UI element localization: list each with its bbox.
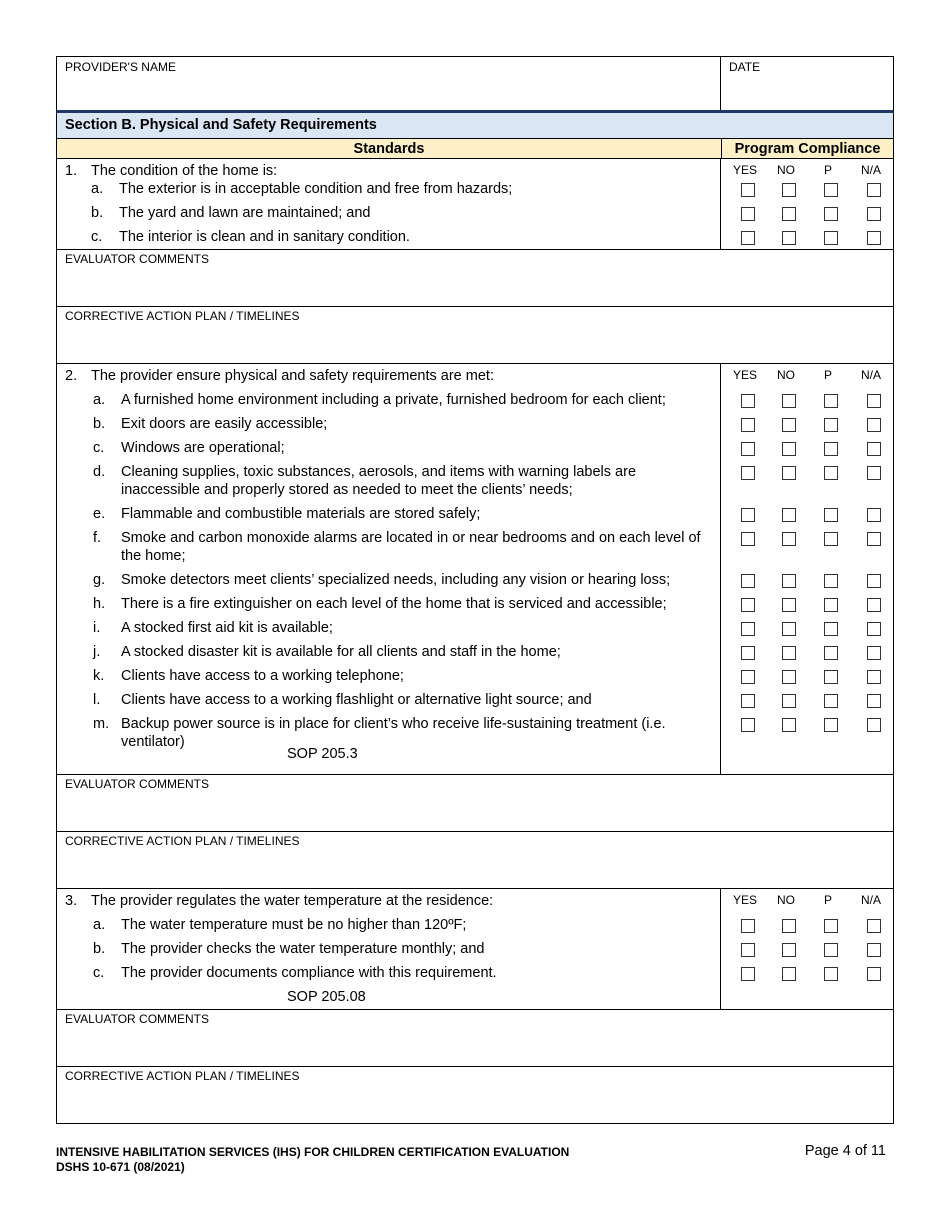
item-letter: c. bbox=[93, 440, 105, 456]
checkbox-no[interactable] bbox=[782, 574, 796, 588]
item-letter: d. bbox=[93, 464, 106, 480]
page-number: Page 4 of 11 bbox=[804, 1143, 886, 1159]
checkbox-na[interactable] bbox=[867, 418, 881, 432]
item-text: The exterior is in acceptable condition and free from hazards; bbox=[119, 181, 513, 197]
checkbox-no[interactable] bbox=[782, 646, 796, 660]
column-header-yes: YES bbox=[732, 163, 757, 177]
checkbox-p[interactable] bbox=[824, 231, 838, 245]
question-number: 1. bbox=[65, 163, 78, 179]
column-header-no: NO bbox=[777, 368, 795, 382]
checkbox-p[interactable] bbox=[824, 646, 838, 660]
item-letter: f. bbox=[93, 530, 102, 546]
checkbox-no[interactable] bbox=[782, 967, 796, 981]
checkbox-yes[interactable] bbox=[741, 442, 755, 456]
item-text: Exit doors are easily accessible; bbox=[121, 416, 328, 432]
column-header-yes: YES bbox=[732, 368, 757, 382]
checkbox-na[interactable] bbox=[867, 508, 881, 522]
standard-2-text bbox=[57, 364, 721, 774]
item-text: Cleaning supplies, toxic substances, aerosols, and items with warning labels are inaccessible and properly stored as needed to meet the clients’ needs; bbox=[121, 464, 637, 498]
checkbox-na[interactable] bbox=[867, 598, 881, 612]
item-letter: i. bbox=[93, 620, 101, 636]
checkbox-no[interactable] bbox=[782, 718, 796, 732]
question-number: 2. bbox=[65, 368, 78, 384]
standard-1-text bbox=[57, 159, 721, 249]
standard-3 bbox=[56, 889, 894, 1010]
item-letter: c. bbox=[93, 965, 105, 981]
item-letter: h. bbox=[93, 596, 106, 612]
checkbox-p[interactable] bbox=[824, 183, 838, 197]
checkbox-yes[interactable] bbox=[741, 694, 755, 708]
checkbox-yes[interactable] bbox=[741, 646, 755, 660]
item-text: The provider checks the water temperature monthly; and bbox=[121, 941, 485, 957]
standards-header-row bbox=[56, 139, 894, 159]
item-letter: j. bbox=[93, 644, 101, 660]
question-text: The provider regulates the water temperature at the residence: bbox=[91, 893, 494, 909]
evaluator-comments-3[interactable] bbox=[56, 1010, 894, 1067]
checkbox-p[interactable] bbox=[824, 694, 838, 708]
standard-1-compliance bbox=[721, 159, 893, 249]
checkbox-p[interactable] bbox=[824, 598, 838, 612]
section-title: Section B. Physical and Safety Requirements bbox=[56, 113, 894, 139]
checkbox-yes[interactable] bbox=[741, 919, 755, 933]
corrective-action-3[interactable] bbox=[56, 1067, 894, 1124]
evaluator-comments-label: EVALUATOR COMMENTS bbox=[65, 1012, 210, 1026]
item-letter: c. bbox=[91, 229, 103, 245]
checkbox-p[interactable] bbox=[824, 418, 838, 432]
checkbox-na[interactable] bbox=[867, 574, 881, 588]
checkbox-na[interactable] bbox=[867, 231, 881, 245]
checkbox-yes[interactable] bbox=[741, 598, 755, 612]
checkbox-yes[interactable] bbox=[741, 622, 755, 636]
checkbox-no[interactable] bbox=[782, 466, 796, 480]
evaluator-comments-label: EVALUATOR COMMENTS bbox=[65, 777, 210, 791]
date-label: DATE bbox=[729, 60, 761, 74]
checkbox-no[interactable] bbox=[782, 207, 796, 221]
checkbox-na[interactable] bbox=[867, 466, 881, 480]
footer-form-number: DSHS 10-671 (08/2021) bbox=[56, 1160, 185, 1174]
item-letter: k. bbox=[93, 668, 105, 684]
checkbox-no[interactable] bbox=[782, 532, 796, 546]
item-text: Backup power source is in place for client’s who receive life-sustaining treatment (i.e. ventilator) bbox=[121, 716, 666, 750]
checkbox-no[interactable] bbox=[782, 670, 796, 684]
checkbox-p[interactable] bbox=[824, 919, 838, 933]
checkbox-no[interactable] bbox=[782, 418, 796, 432]
item-text: The water temperature must be no higher than 120ºF; bbox=[121, 917, 467, 933]
checkbox-yes[interactable] bbox=[741, 967, 755, 981]
column-header-p: P bbox=[823, 163, 832, 177]
footer-title: INTENSIVE HABILITATION SERVICES (IHS) FOR CHILDREN CERTIFICATION EVALUATION bbox=[56, 1145, 570, 1159]
item-text: There is a fire extinguisher on each level of the home that is serviced and accessible; bbox=[121, 596, 667, 612]
checkbox-p[interactable] bbox=[824, 670, 838, 684]
program-compliance-header: Program Compliance bbox=[734, 141, 881, 157]
checkbox-p[interactable] bbox=[824, 718, 838, 732]
checkbox-p[interactable] bbox=[824, 207, 838, 221]
checkbox-p[interactable] bbox=[824, 442, 838, 456]
standards-header: Standards bbox=[57, 139, 722, 158]
checkbox-yes[interactable] bbox=[741, 466, 755, 480]
date-field[interactable] bbox=[721, 57, 893, 110]
provider-name-field[interactable] bbox=[57, 57, 721, 110]
checkbox-p[interactable] bbox=[824, 622, 838, 636]
checkbox-no[interactable] bbox=[782, 442, 796, 456]
checkbox-na[interactable] bbox=[867, 394, 881, 408]
item-letter: e. bbox=[93, 506, 106, 522]
column-header-na: N/A bbox=[860, 893, 881, 907]
item-letter: a. bbox=[93, 392, 106, 408]
item-text: The yard and lawn are maintained; and bbox=[119, 205, 371, 221]
evaluator-comments-1[interactable] bbox=[56, 250, 894, 307]
item-text: Windows are operational; bbox=[121, 440, 285, 456]
checkbox-na[interactable] bbox=[867, 967, 881, 981]
checkbox-p[interactable] bbox=[824, 508, 838, 522]
checkbox-yes[interactable] bbox=[741, 183, 755, 197]
checkbox-yes[interactable] bbox=[741, 231, 755, 245]
evaluator-comments-2[interactable] bbox=[56, 775, 894, 832]
checkbox-no[interactable] bbox=[782, 394, 796, 408]
item-text: A stocked first aid kit is available; bbox=[121, 620, 333, 636]
column-header-no: NO bbox=[777, 893, 795, 907]
provider-name-label: PROVIDER'S NAME bbox=[65, 60, 176, 74]
standard-3-compliance bbox=[721, 889, 893, 1009]
checkbox-na[interactable] bbox=[867, 442, 881, 456]
corrective-action-label: CORRECTIVE ACTION PLAN / TIMELINES bbox=[65, 834, 300, 848]
corrective-action-label: CORRECTIVE ACTION PLAN / TIMELINES bbox=[65, 309, 300, 323]
column-header-p: P bbox=[823, 368, 832, 382]
checkbox-no[interactable] bbox=[782, 943, 796, 957]
checkbox-no[interactable] bbox=[782, 183, 796, 197]
checkbox-no[interactable] bbox=[782, 508, 796, 522]
item-text: Flammable and combustible materials are stored safely; bbox=[121, 506, 481, 522]
item-letter: m. bbox=[93, 716, 110, 732]
certification-form bbox=[56, 56, 894, 1124]
corrective-action-1[interactable] bbox=[56, 307, 894, 364]
checkbox-no[interactable] bbox=[782, 598, 796, 612]
corrective-action-label: CORRECTIVE ACTION PLAN / TIMELINES bbox=[65, 1069, 300, 1083]
column-header-yes: YES bbox=[732, 893, 757, 907]
standard-2 bbox=[56, 364, 894, 775]
checkbox-no[interactable] bbox=[782, 622, 796, 636]
checkbox-na[interactable] bbox=[867, 183, 881, 197]
checkbox-yes[interactable] bbox=[741, 718, 755, 732]
checkbox-na[interactable] bbox=[867, 670, 881, 684]
checkbox-no[interactable] bbox=[782, 919, 796, 933]
item-text: Smoke detectors meet clients’ specialized needs, including any vision or hearing loss; bbox=[121, 572, 671, 588]
evaluator-comments-label: EVALUATOR COMMENTS bbox=[65, 252, 210, 266]
question-number: 3. bbox=[65, 893, 78, 909]
checkbox-p[interactable] bbox=[824, 466, 838, 480]
standard-1 bbox=[56, 159, 894, 250]
question-text: The condition of the home is: bbox=[91, 163, 278, 179]
column-header-no: NO bbox=[777, 163, 795, 177]
checkbox-na[interactable] bbox=[867, 622, 881, 636]
checkbox-yes[interactable] bbox=[741, 574, 755, 588]
checkbox-na[interactable] bbox=[867, 207, 881, 221]
item-text: The provider documents compliance with this requirement. bbox=[121, 965, 497, 981]
checkbox-p[interactable] bbox=[824, 394, 838, 408]
item-text: The interior is clean and in sanitary condition. bbox=[119, 229, 410, 245]
standard-2-compliance bbox=[721, 364, 893, 774]
column-header-na: N/A bbox=[860, 163, 881, 177]
checkbox-yes[interactable] bbox=[741, 943, 755, 957]
question-text: The provider ensure physical and safety requirements are met: bbox=[91, 368, 494, 384]
checkbox-na[interactable] bbox=[867, 718, 881, 732]
checkbox-no[interactable] bbox=[782, 231, 796, 245]
checkbox-yes[interactable] bbox=[741, 394, 755, 408]
checkbox-p[interactable] bbox=[824, 574, 838, 588]
checkbox-yes[interactable] bbox=[741, 418, 755, 432]
checkbox-yes[interactable] bbox=[741, 508, 755, 522]
checkbox-no[interactable] bbox=[782, 694, 796, 708]
standard-3-text bbox=[57, 889, 721, 1009]
item-letter: b. bbox=[91, 205, 104, 221]
checkbox-yes[interactable] bbox=[741, 670, 755, 684]
provider-header-row bbox=[56, 56, 894, 113]
item-letter: b. bbox=[93, 941, 106, 957]
sop-reference: SOP 205.08 bbox=[287, 989, 366, 1005]
item-text: A furnished home environment including a private, furnished bedroom for each client; bbox=[121, 392, 666, 408]
checkbox-p[interactable] bbox=[824, 532, 838, 546]
item-text: Smoke and carbon monoxide alarms are located in or near bedrooms and on each level of the home; bbox=[121, 530, 701, 564]
column-header-p: P bbox=[823, 893, 832, 907]
column-header-na: N/A bbox=[860, 368, 881, 382]
checkbox-na[interactable] bbox=[867, 532, 881, 546]
checkbox-yes[interactable] bbox=[741, 207, 755, 221]
item-letter: a. bbox=[93, 917, 106, 933]
checkbox-p[interactable] bbox=[824, 967, 838, 981]
checkbox-yes[interactable] bbox=[741, 532, 755, 546]
checkbox-na[interactable] bbox=[867, 646, 881, 660]
item-letter: a. bbox=[91, 181, 104, 197]
item-text: Clients have access to a working telephone; bbox=[121, 668, 404, 684]
item-letter: l. bbox=[93, 692, 101, 708]
item-text: Clients have access to a working flashlight or alternative light source; and bbox=[121, 692, 592, 708]
checkbox-na[interactable] bbox=[867, 919, 881, 933]
checkbox-na[interactable] bbox=[867, 943, 881, 957]
sop-reference: SOP 205.3 bbox=[287, 746, 358, 762]
item-text: A stocked disaster kit is available for all clients and staff in the home; bbox=[121, 644, 561, 660]
corrective-action-2[interactable] bbox=[56, 832, 894, 889]
checkbox-na[interactable] bbox=[867, 694, 881, 708]
item-letter: b. bbox=[93, 416, 106, 432]
item-letter: g. bbox=[93, 572, 106, 588]
checkbox-p[interactable] bbox=[824, 943, 838, 957]
